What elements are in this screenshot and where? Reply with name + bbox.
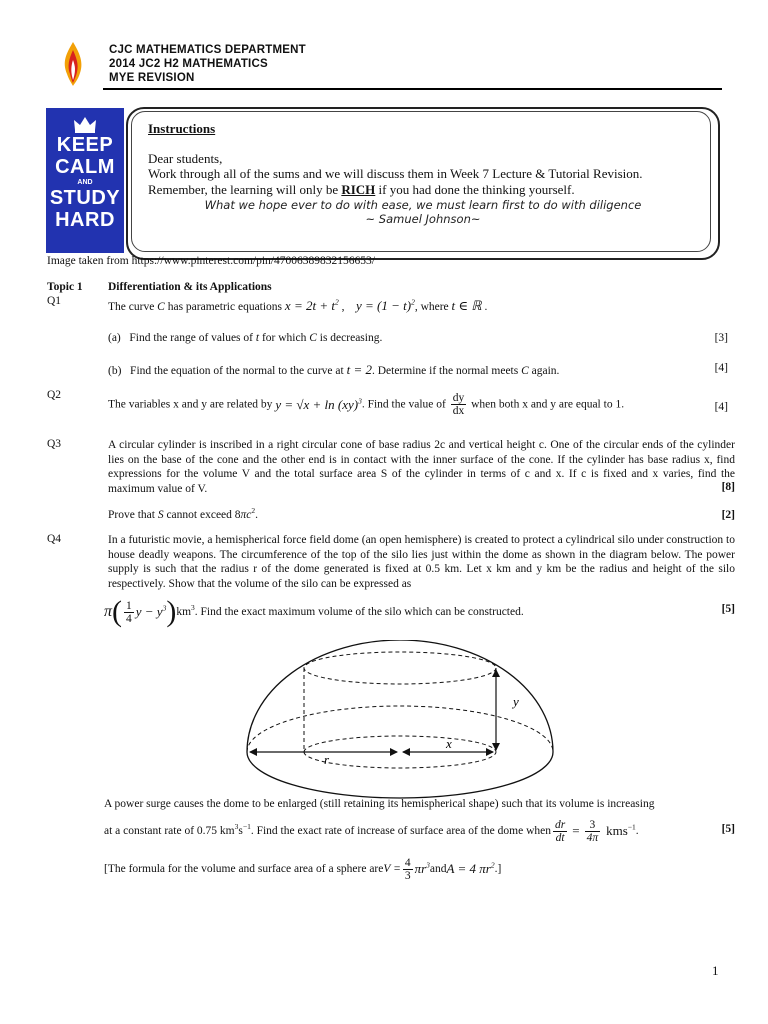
poster-calm: CALM — [55, 156, 115, 178]
hemisphere-silo-diagram — [230, 640, 570, 810]
base-ellipse-front — [247, 752, 553, 798]
label-r: r — [324, 752, 330, 767]
q3-paragraph: A circular cylinder is inscribed in a right circular cone of base radius 2c and vertical height c. One of the circular ends of the cylinder lies on the base of the cone and the other end is in contact with the inner surface of the cone. If the cylinder has base radius x, find expressions for the volume V and the total surface area S of the cylinder in terms of c and x. If c is fixed and x varies, find the maximum value of V. — [108, 439, 735, 495]
q1-eq-x: $x = 2t + t^2$ — [284, 297, 339, 313]
q3-label: Q3 — [47, 438, 62, 450]
q4-marks-1: [5] — [721, 603, 735, 615]
q1-domain: t ∈ ℝ — [451, 298, 482, 313]
keep-calm-poster — [46, 108, 124, 253]
silo-bottom-back — [304, 736, 496, 752]
instructions-line1: Work through all of the sums and we will discuss them in Week 7 Lecture & Tutorial Revision. — [148, 166, 643, 181]
q1a: (a) Find the range of values of t for which C is decreasing. — [108, 332, 383, 344]
label-x: x — [446, 736, 452, 751]
poster-keep: KEEP — [56, 134, 114, 156]
q1b-marks: [4] — [714, 362, 728, 374]
q1a-marks: [3] — [714, 332, 728, 344]
q4-surge-line2: at a constant rate of 0.75 $km^3s^{-1}$. Find the exact rate of increase of surface area of the dome when $\frac{dr}{dt}$ = $\frac{3}{4\pi}$ kms$^{-1}$ . — [104, 818, 639, 844]
q2-label: Q2 — [47, 389, 62, 401]
q3-marks-2: [2] — [721, 509, 735, 521]
q2-derivative: $\frac{dy}{dx}$ — [452, 392, 465, 417]
dome-outline — [247, 640, 553, 752]
silo-top-ellipse — [304, 652, 496, 684]
q3-marks-1: [8] — [721, 481, 735, 493]
q1-eq-y: $y = (1 - t)^2$ — [355, 297, 415, 313]
poster-and: AND — [77, 179, 93, 186]
q4-surge-line1: A power surge causes the dome to be enlarged (still retaining its hemispherical shape) such that its volume is increasing — [104, 798, 655, 810]
q4-formula: [The formula for the volume and surface area of a sphere are V = $\frac{4}{3}$ $\pi r^3$ and A = 4 $\pi r^2$ .] — [104, 856, 502, 882]
q1-stem: The curve C has parametric equations $x = 2t + t^2$ , $y = (1 - t)^2$, where t ∈ ℝ . — [108, 297, 488, 313]
image-credit: Image taken from https://www.pinterest.com/pin/47006389832156653/ — [47, 255, 375, 267]
q3-prove: Prove that S cannot exceed $8\pi c^2$. — [108, 506, 259, 521]
q4-marks-2: [5] — [721, 823, 735, 835]
poster-hard: HARD — [55, 209, 115, 231]
label-y: y — [513, 694, 519, 709]
page-number: 1 — [712, 963, 719, 978]
topic-label: Topic 1 — [47, 281, 83, 293]
instructions-greeting: Dear students, — [148, 151, 223, 166]
course-title: 2014 JC2 H2 MATHEMATICS — [109, 58, 268, 70]
college-flame-logo-icon — [60, 40, 86, 88]
q1b: (b) Find the equation of the normal to the curve at t = 2. Determine if the normal meets C again. — [108, 362, 560, 377]
base-ellipse-back — [247, 706, 553, 752]
instructions-line2: Remember, the learning will only be RICH if you had done the thinking yourself. — [148, 182, 575, 197]
quote-text: What we hope ever to do with ease, we must learn first to do with diligence — [204, 198, 642, 212]
rate-value-fraction: $\frac{3}{4\pi}$ — [586, 818, 599, 844]
header-rule — [103, 88, 722, 90]
crown-icon — [72, 114, 98, 134]
q4-label: Q4 — [47, 533, 62, 545]
q2-text: The variables x and y are related by y = √x + ln (xy)$^3$. Find the value of $\frac{dy}{dx}$ when both x and y are equal to 1. — [108, 392, 625, 417]
dr-dt-fraction: $\frac{dr}{dt}$ — [554, 818, 566, 844]
exam-title: MYE REVISION — [109, 72, 195, 84]
q4-paragraph: In a futuristic movie, a hemispherical force field dome (an open hemisphere) is created to protect a cylindrical silo under construction to house deadly weapons. The circumference of the top of the silo lies just within the dome as shown in the diagram below. The power supply is such that the radius r of the dome generated is fixed at 0.5 km. Let x km and y km be the radius and height of the silo respectively. Show that the volume of the silo can be expressed as — [108, 534, 735, 590]
poster-study: STUDY — [49, 187, 121, 209]
q2-marks: [4] — [714, 401, 728, 413]
silo-bottom-front — [304, 752, 496, 768]
instructions-title: Instructions — [148, 121, 216, 136]
q4-volume-expression: π ( $\frac{1}{4}$ $y - y^3$ ) $km^3$. Find the exact maximum volume of the silo which can be constructed. — [104, 595, 524, 628]
quote-author: ~ Samuel Johnson~ — [365, 212, 481, 226]
q1-label: Q1 — [47, 295, 62, 307]
department-title: CJC MATHEMATICS DEPARTMENT — [109, 44, 306, 56]
rich-word: RICH — [341, 182, 376, 197]
topic-title: Differentiation & its Applications — [108, 281, 272, 293]
